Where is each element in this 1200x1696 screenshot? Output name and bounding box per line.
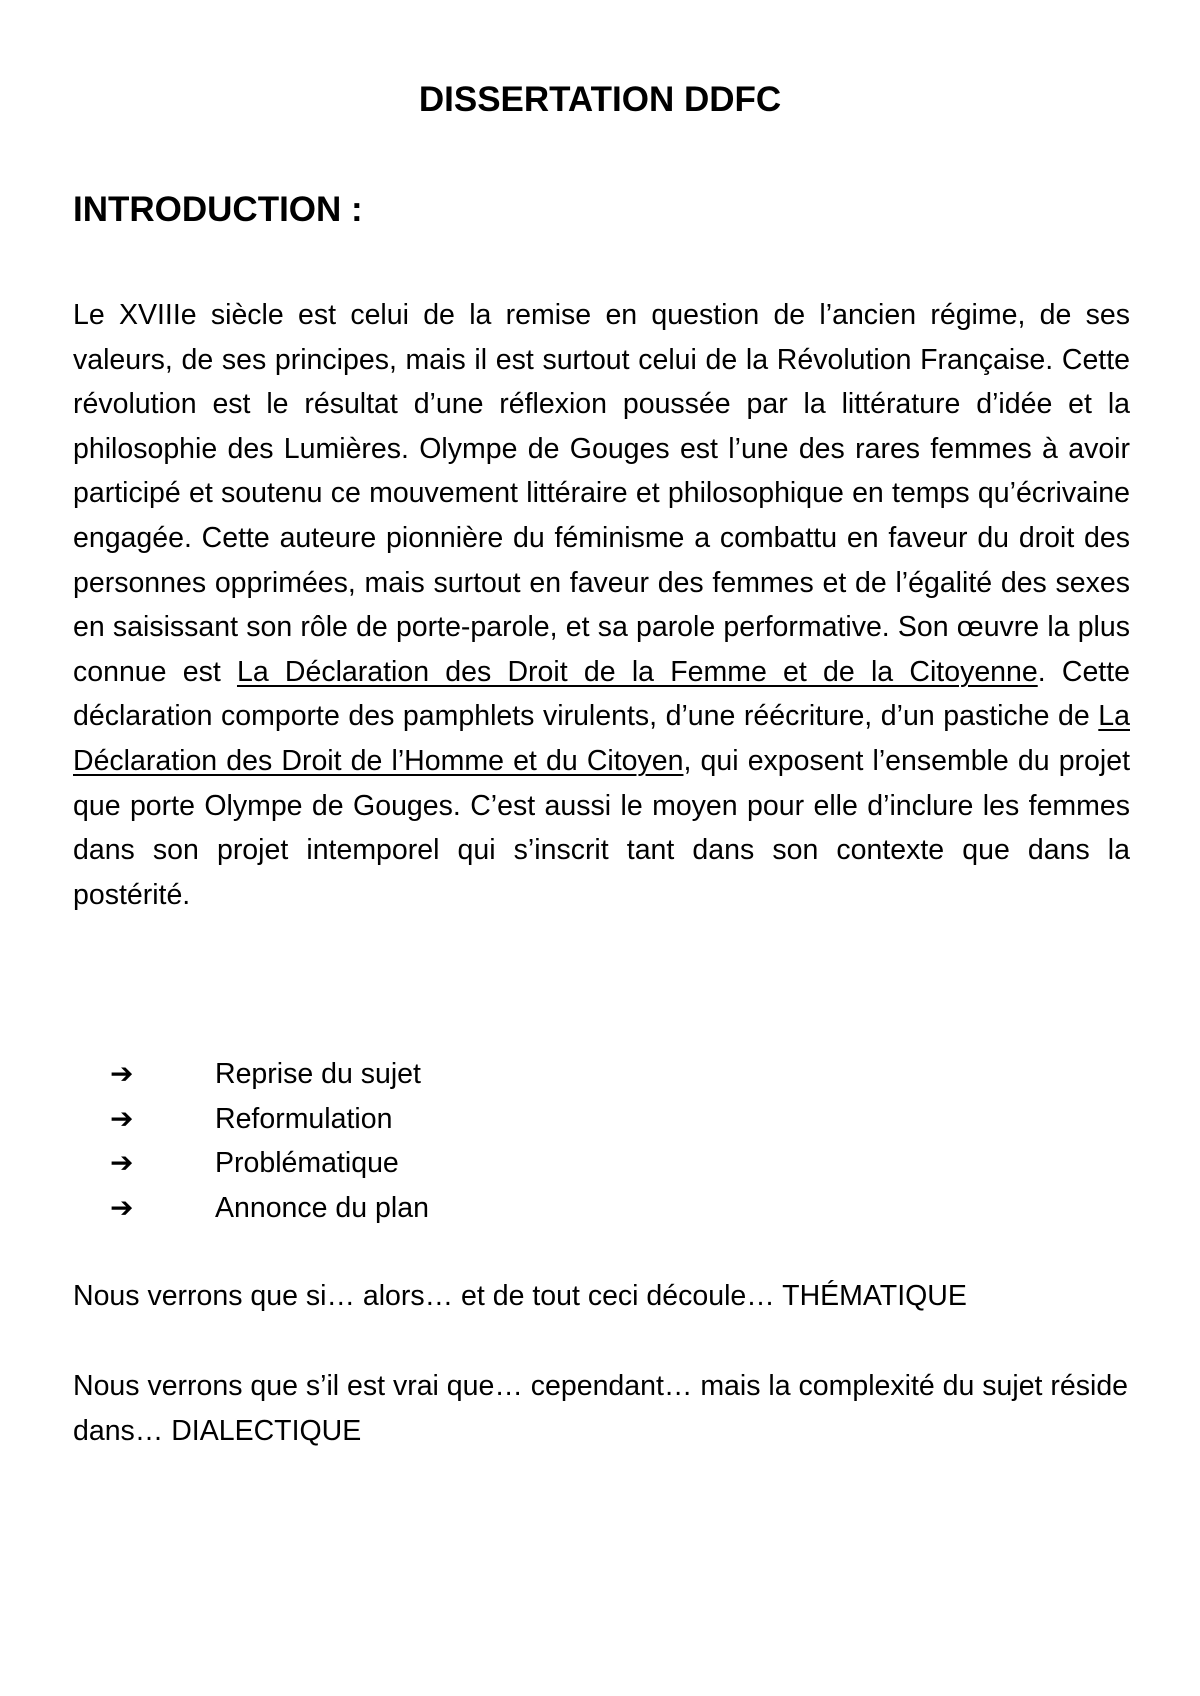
list-item [110,1097,429,1142]
step-label: Problématique [215,1147,399,1179]
arrow-right-icon: ➔ [110,1057,134,1090]
arrow-right-icon: ➔ [110,1190,134,1224]
plan-thematique-line: Nous verrons que si… alors… et de tout ceci découle… THÉMATIQUE [73,1280,967,1312]
document-title: DISSERTATION DDFC [418,80,782,119]
introduction-steps-list [110,1052,429,1230]
intro-text-part-3: , qui exposent l’ensemble du projet que porte Olympe de Gouges. C’est aussi le moyen pour elle d’inclure les femmes dans son projet intemporel qui s’inscrit tant dans son contexte que dans la postérité. [73,744,1130,911]
intro-text-part-1: Le XVIIIe siècle est celui de la remise en question de l’ancien régime, de ses valeurs, de ses principes, mais il est surtout celui de la Révolution Française. Cette révolution est le résultat d’une réflexion poussée par la littérature d’idée et la philosophie des Lumières. Olympe de Gouges est l’une des rares femmes à avoir participé et soutenu ce mouvement littéraire et philosophique en temps qu’écrivaine engagée. Cette auteure pionnière du féminisme a combattu en faveur du droit des personnes opprimées, mais surtout en faveur des femmes et de l’égalité des sexes en saisissant son rôle de porte-parole, et sa parole performative. Son œuvre la plus connue est [73,299,1130,688]
list-item [110,1186,429,1231]
introduction-heading: INTRODUCTION : [73,190,363,229]
step-label: Annonce du plan [215,1191,429,1224]
intro-text-part-2: . Cette déclaration comporte des pamphlets virulents, d’une réécriture, d’un pastiche de [73,655,1130,733]
list-item [110,1052,429,1097]
step-label: Reprise du sujet [215,1058,421,1090]
step-label: Reformulation [215,1102,393,1135]
plan-dialectique-line: Nous verrons que s’il est vrai que… cependant… mais la complexité du sujet réside dans… DIALECTIQUE [73,1370,1129,1447]
list-item [110,1141,429,1186]
arrow-right-icon: ➔ [110,1101,134,1135]
introduction-paragraph [73,293,1130,917]
arrow-right-icon: ➔ [110,1146,134,1179]
work-title-declaration-femme: La Déclaration des Droit de la Femme et de la Citoyenne [236,655,1038,688]
work-title-declaration-homme: La Déclaration des Droit de l’Homme et du Citoyen [73,700,1130,777]
